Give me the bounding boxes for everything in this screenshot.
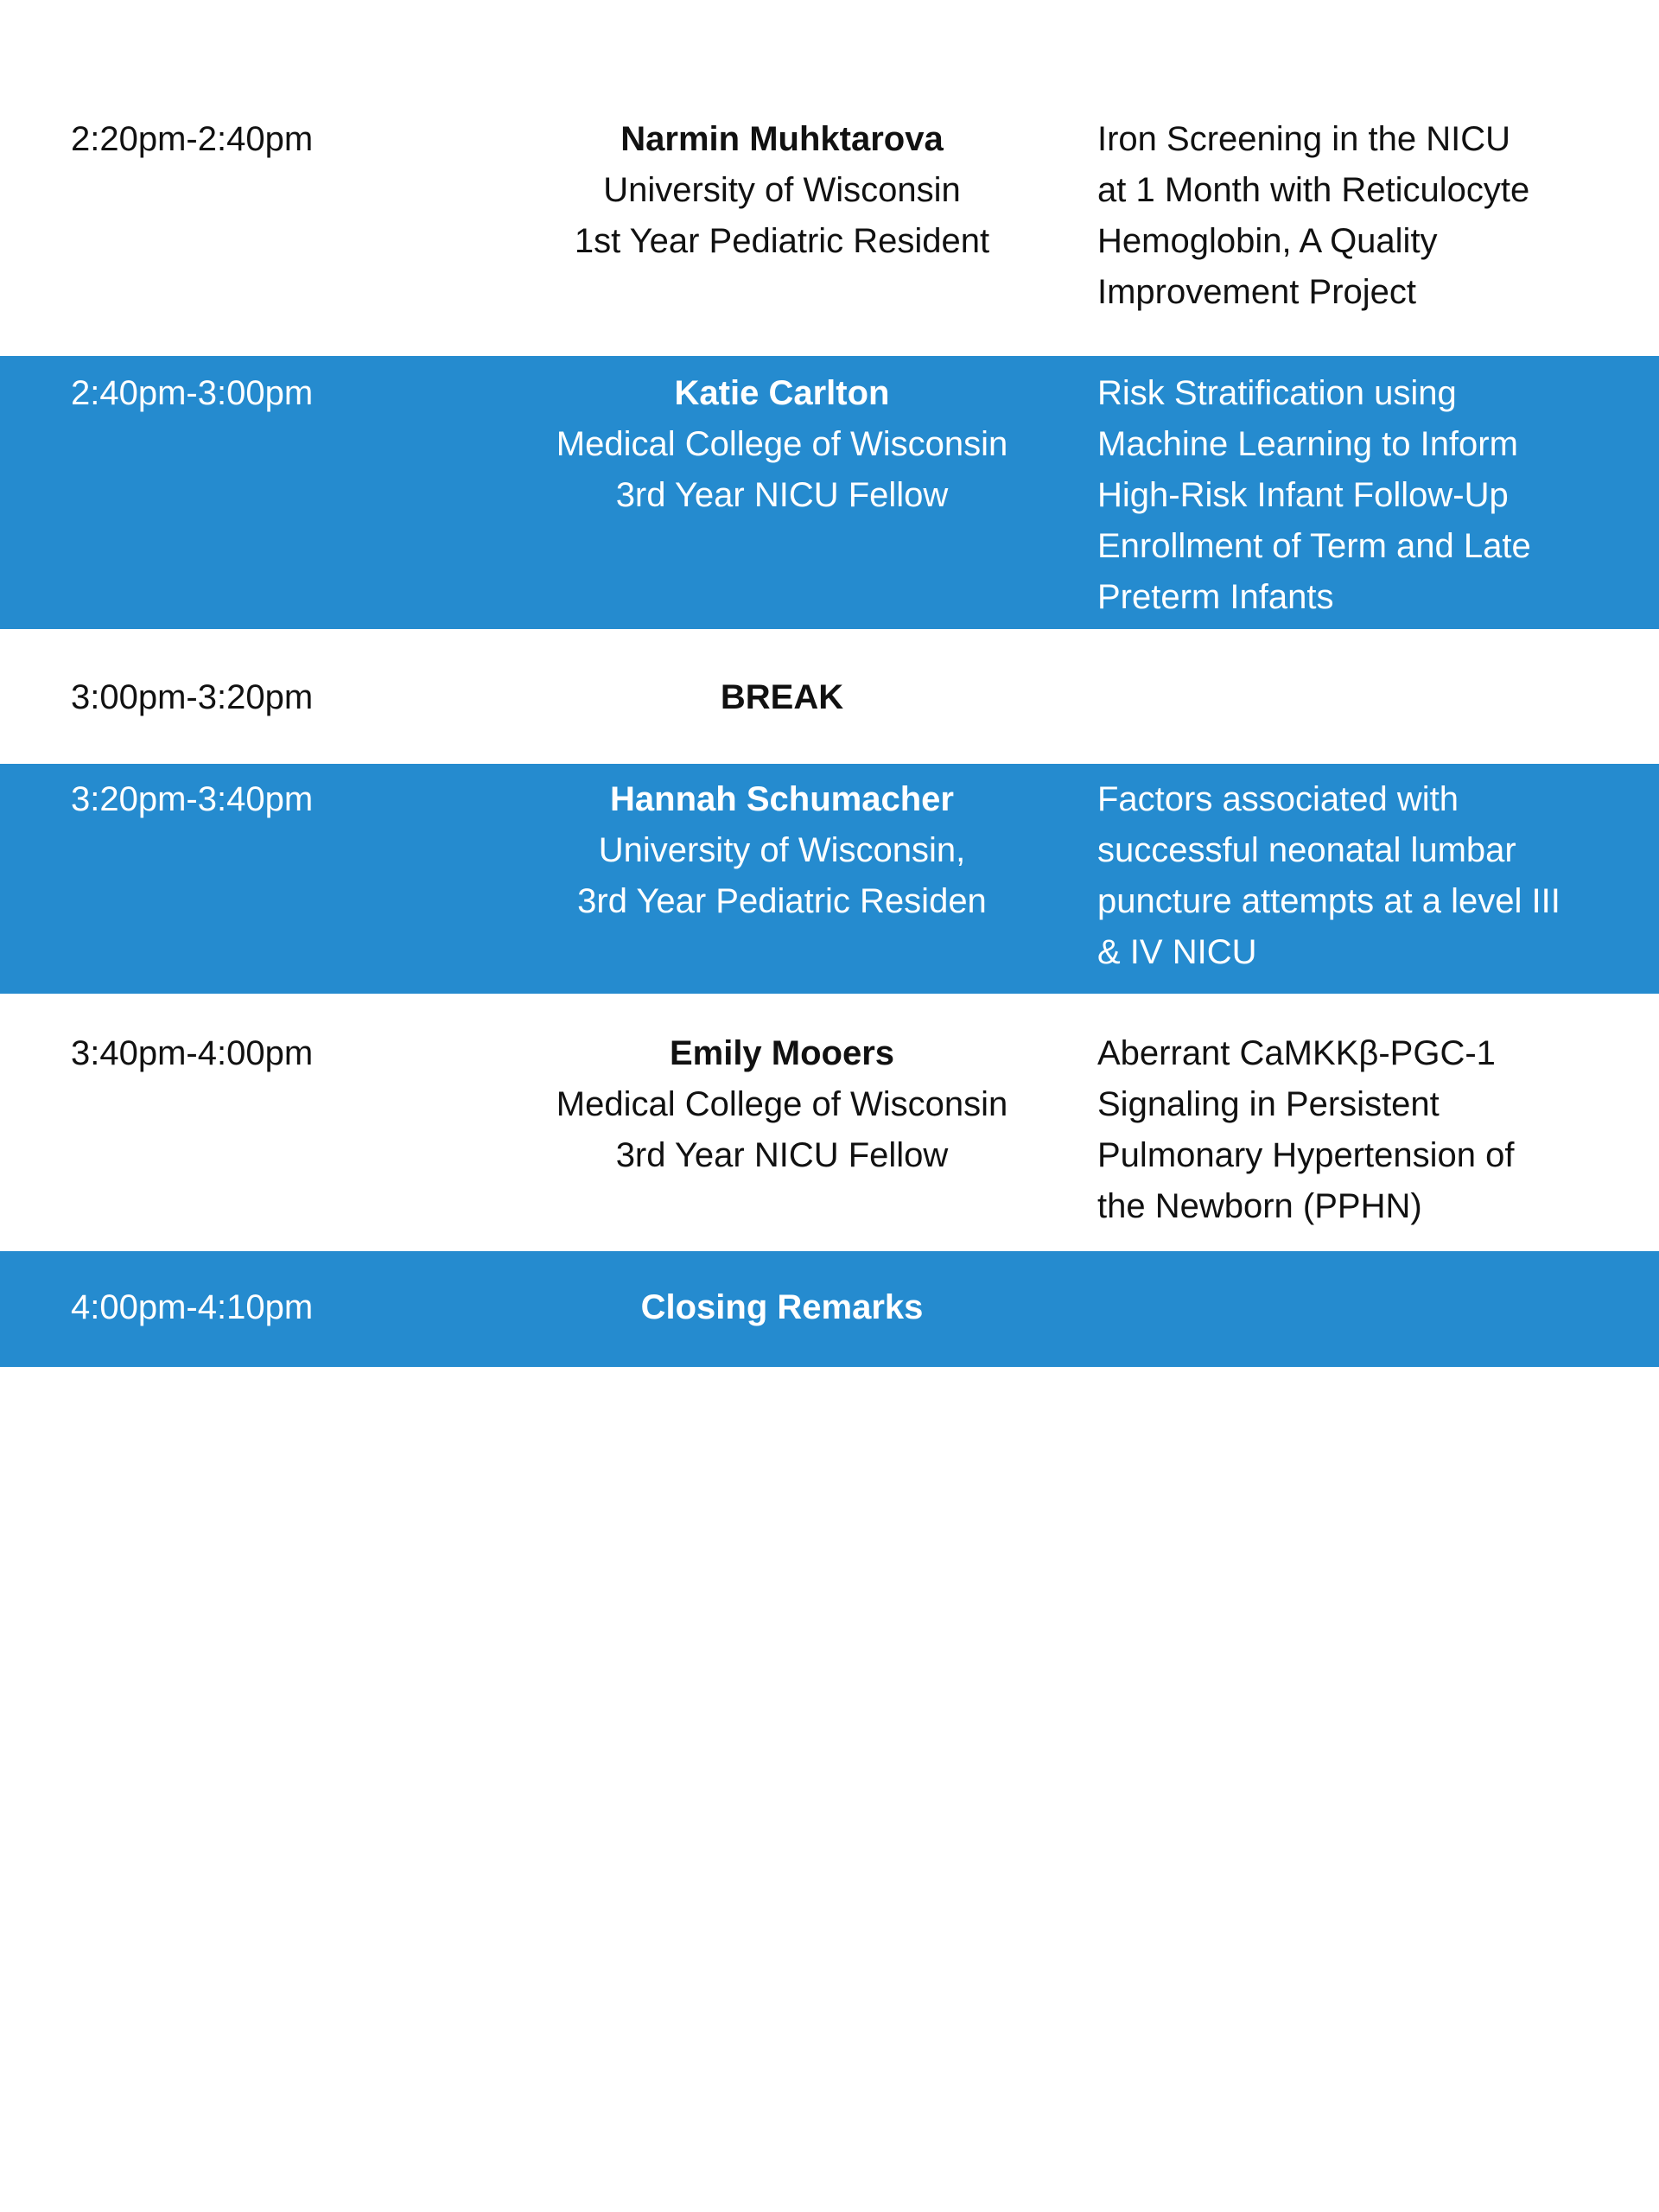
session-time: 2:20pm-2:40pm [71,120,314,158]
title-line: Enrollment of Term and Late [1097,527,1531,565]
title-line: at 1 Month with Reticulocyte [1097,171,1530,209]
speaker-role: 3rd Year NICU Fellow [615,1136,949,1174]
speaker-role: 3rd Year Pediatric Residen [577,882,987,920]
session-time: 4:00pm-4:10pm [71,1288,314,1326]
title-line: puncture attempts at a level III [1097,882,1560,920]
speaker-block [510,368,1054,521]
schedule-row [0,356,1659,629]
presentation-title [1097,368,1633,623]
presentation-title [1097,1028,1633,1232]
schedule-row [0,1251,1659,1367]
closing-remarks-label: Closing Remarks [640,1288,924,1326]
schedule-row [0,629,1659,764]
speaker-name: Emily Mooers [669,1034,895,1072]
speaker-affiliation: University of Wisconsin [603,171,961,209]
speaker-role: 3rd Year NICU Fellow [615,476,949,514]
schedule-row [0,0,1659,356]
session-time: 3:00pm-3:20pm [71,678,314,716]
speaker-block [510,114,1054,267]
title-line: Iron Screening in the NICU [1097,120,1511,158]
title-line: Machine Learning to Inform [1097,425,1518,463]
schedule-row [0,764,1659,994]
session-time: 2:40pm-3:00pm [71,374,314,412]
session-time: 3:40pm-4:00pm [71,1034,314,1072]
speaker-name: Katie Carlton [674,374,890,412]
speaker-affiliation: University of Wisconsin, [598,831,966,869]
presentation-title [1097,774,1633,978]
speaker-block [510,672,1054,723]
title-line: Pulmonary Hypertension of [1097,1136,1515,1174]
title-line: Hemoglobin, A Quality [1097,222,1438,260]
break-label: BREAK [720,678,844,716]
title-line: Aberrant CaMKKβ-PGC-1 [1097,1034,1496,1072]
title-line: successful neonatal lumbar [1097,831,1516,869]
speaker-affiliation: Medical College of Wisconsin [556,1085,1008,1123]
title-line: the Newborn (PPHN) [1097,1187,1422,1225]
title-line: High-Risk Infant Follow-Up [1097,476,1509,514]
title-line: Risk Stratification using [1097,374,1457,412]
title-line: & IV NICU [1097,933,1257,971]
title-line: Signaling in Persistent [1097,1085,1440,1123]
title-line: Improvement Project [1097,273,1417,311]
speaker-affiliation: Medical College of Wisconsin [556,425,1008,463]
title-line: Factors associated with [1097,780,1459,818]
title-line: Preterm Infants [1097,578,1334,616]
speaker-block [510,774,1054,927]
speaker-block [510,1282,1054,1333]
schedule-row [0,994,1659,1251]
speaker-role: 1st Year Pediatric Resident [574,222,990,260]
speaker-block [510,1028,1054,1181]
presentation-title [1097,114,1633,318]
speaker-name: Narmin Muhktarova [620,120,944,158]
session-time: 3:20pm-3:40pm [71,780,314,818]
speaker-name: Hannah Schumacher [610,780,954,818]
